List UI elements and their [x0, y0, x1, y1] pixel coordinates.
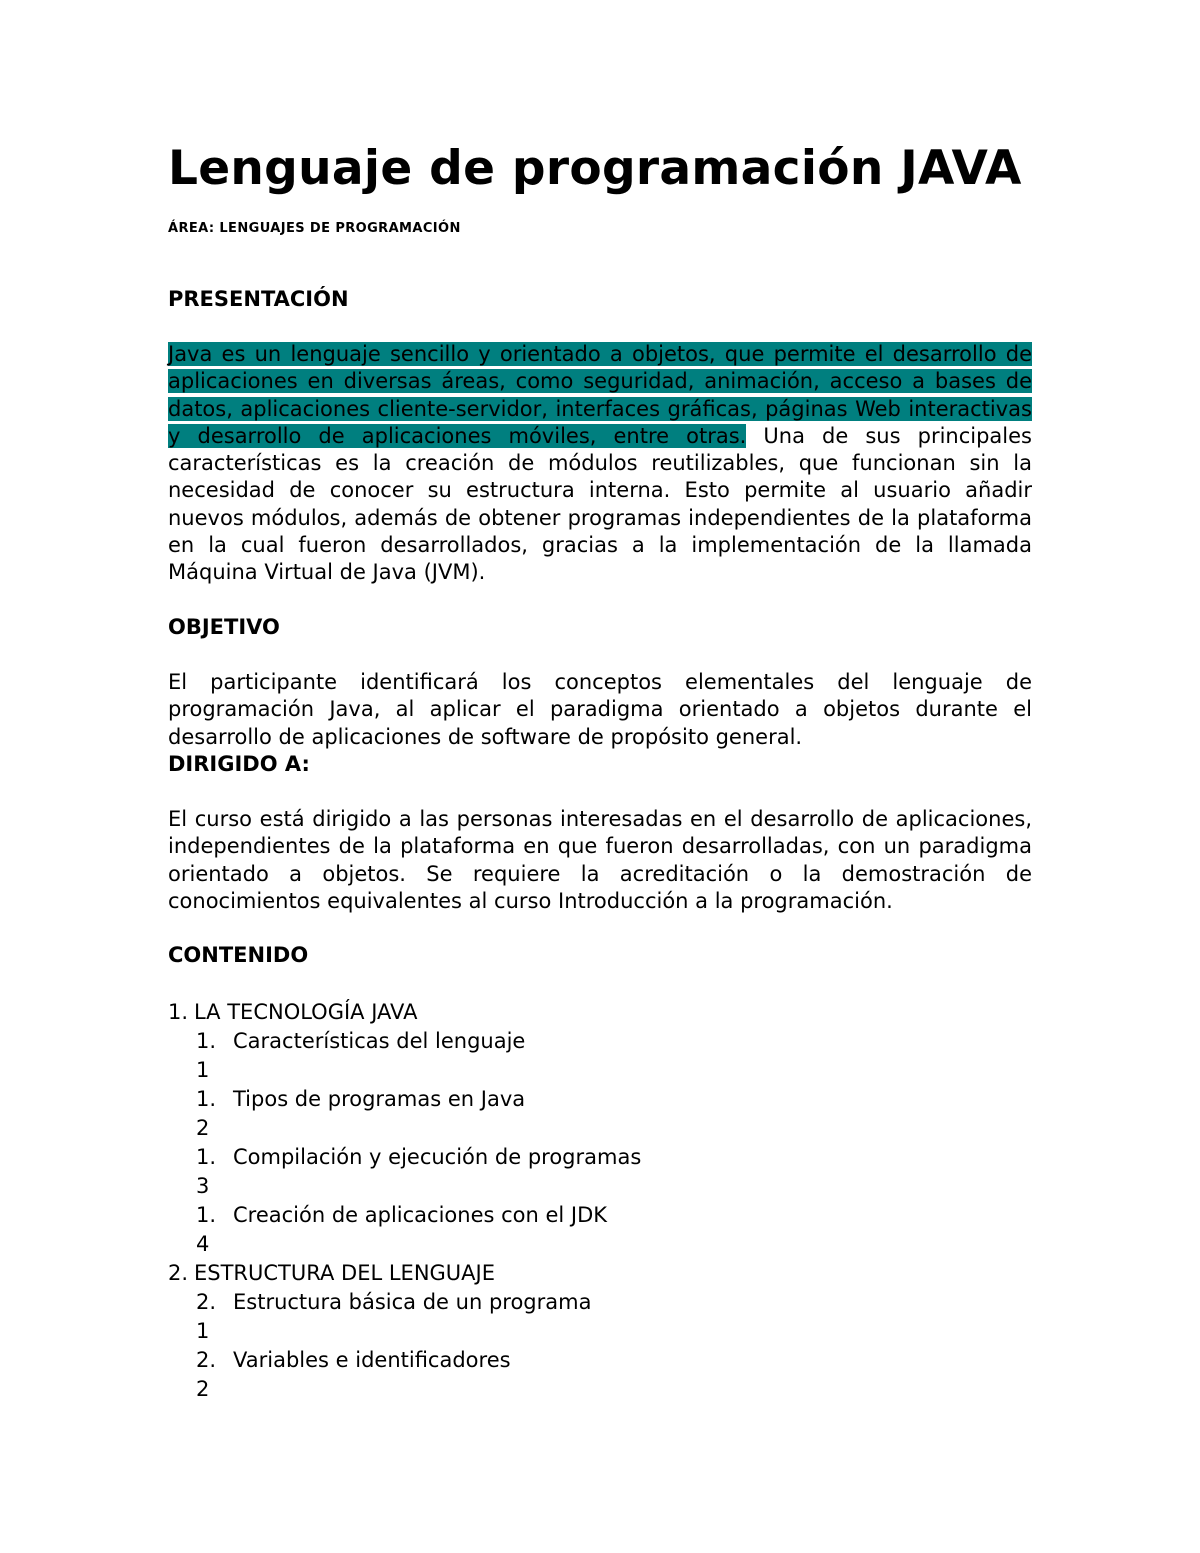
item-number: 1.	[196, 1029, 217, 1053]
item-label: Características del lenguaje	[233, 1029, 526, 1053]
dirigido-paragraph: El curso está dirigido a las personas interesadas en el desarrollo de aplicaciones, independientes de la plataforma en que fueron desarrolladas, con un paradigma orientado a objetos. Se requiere la acreditación o la demostración de conocimientos equivalentes al curso Introducción a la programación.	[168, 807, 1032, 913]
highlighted-text: Java es un lenguaje sencillo y orientado a objetos, que permite el desarrollo de aplicaciones en diversas áreas, como seguridad, animación, acceso a bases de datos, aplicaciones cliente-servidor, interfaces gráficas, páginas Web interactivas y desarrollo de aplicaciones móviles, entre otras.	[168, 342, 1032, 448]
presentacion-paragraph	[168, 341, 1032, 587]
section-row	[168, 1259, 641, 1288]
item-subnumber: 2	[196, 1377, 210, 1401]
objetivo-paragraph: El participante identificará los conceptos elementales del lenguaje de programación Java, al aplicar el paradigma orientado a objetos durante el desarrollo de aplicaciones de software de propósito general.	[168, 670, 1032, 749]
item-label: Creación de aplicaciones con el JDK	[233, 1203, 608, 1227]
list-item	[168, 1085, 641, 1114]
item-subnumber: 4	[196, 1232, 210, 1256]
area-label: ÁREA: LENGUAJES DE PROGRAMACIÓN	[168, 221, 461, 236]
item-subnumber: 1	[196, 1319, 210, 1343]
section-title: ESTRUCTURA DEL LENGUAJE	[194, 1261, 495, 1285]
dirigido-heading: DIRIGIDO A:	[168, 752, 310, 776]
item-number: 1.	[196, 1203, 217, 1227]
item-label: Variables e identificadores	[233, 1348, 511, 1372]
presentacion-text: Una de sus principales características es la creación de módulos reutilizables, que funcionan sin la necesidad de conocer su estructura interna. Esto permite al usuario añadir nuevos módulos, además de obtener programas independientes de la plataforma en la cual fueron desarrollados, gracias a la implementación de la llamada Máquina Virtual de Java (JVM).	[168, 423, 1032, 585]
document-title: Lenguaje de programación JAVA	[168, 141, 1022, 196]
list-item	[168, 1027, 641, 1056]
item-number: 2.	[196, 1290, 217, 1314]
list-item	[168, 1143, 641, 1172]
list-item	[168, 1201, 641, 1230]
section-number: 1.	[168, 1000, 189, 1024]
content-list	[168, 998, 641, 1404]
list-item	[168, 1288, 641, 1317]
section-title: LA TECNOLOGÍA JAVA	[194, 1000, 418, 1024]
item-label: Tipos de programas en Java	[233, 1087, 526, 1111]
item-subnumber: 3	[196, 1174, 210, 1198]
objetivo-heading: OBJETIVO	[168, 615, 280, 639]
section-number: 2.	[168, 1261, 189, 1285]
item-subnumber: 2	[196, 1116, 210, 1140]
item-number: 1.	[196, 1087, 217, 1111]
list-item	[168, 1346, 641, 1375]
section-row	[168, 998, 641, 1027]
item-subnumber: 1	[196, 1058, 210, 1082]
item-number: 2.	[196, 1348, 217, 1372]
presentacion-heading: PRESENTACIÓN	[168, 287, 349, 311]
item-label: Estructura básica de un programa	[233, 1290, 592, 1314]
contenido-heading: CONTENIDO	[168, 943, 309, 967]
item-number: 1.	[196, 1145, 217, 1169]
item-label: Compilación y ejecución de programas	[233, 1145, 642, 1169]
